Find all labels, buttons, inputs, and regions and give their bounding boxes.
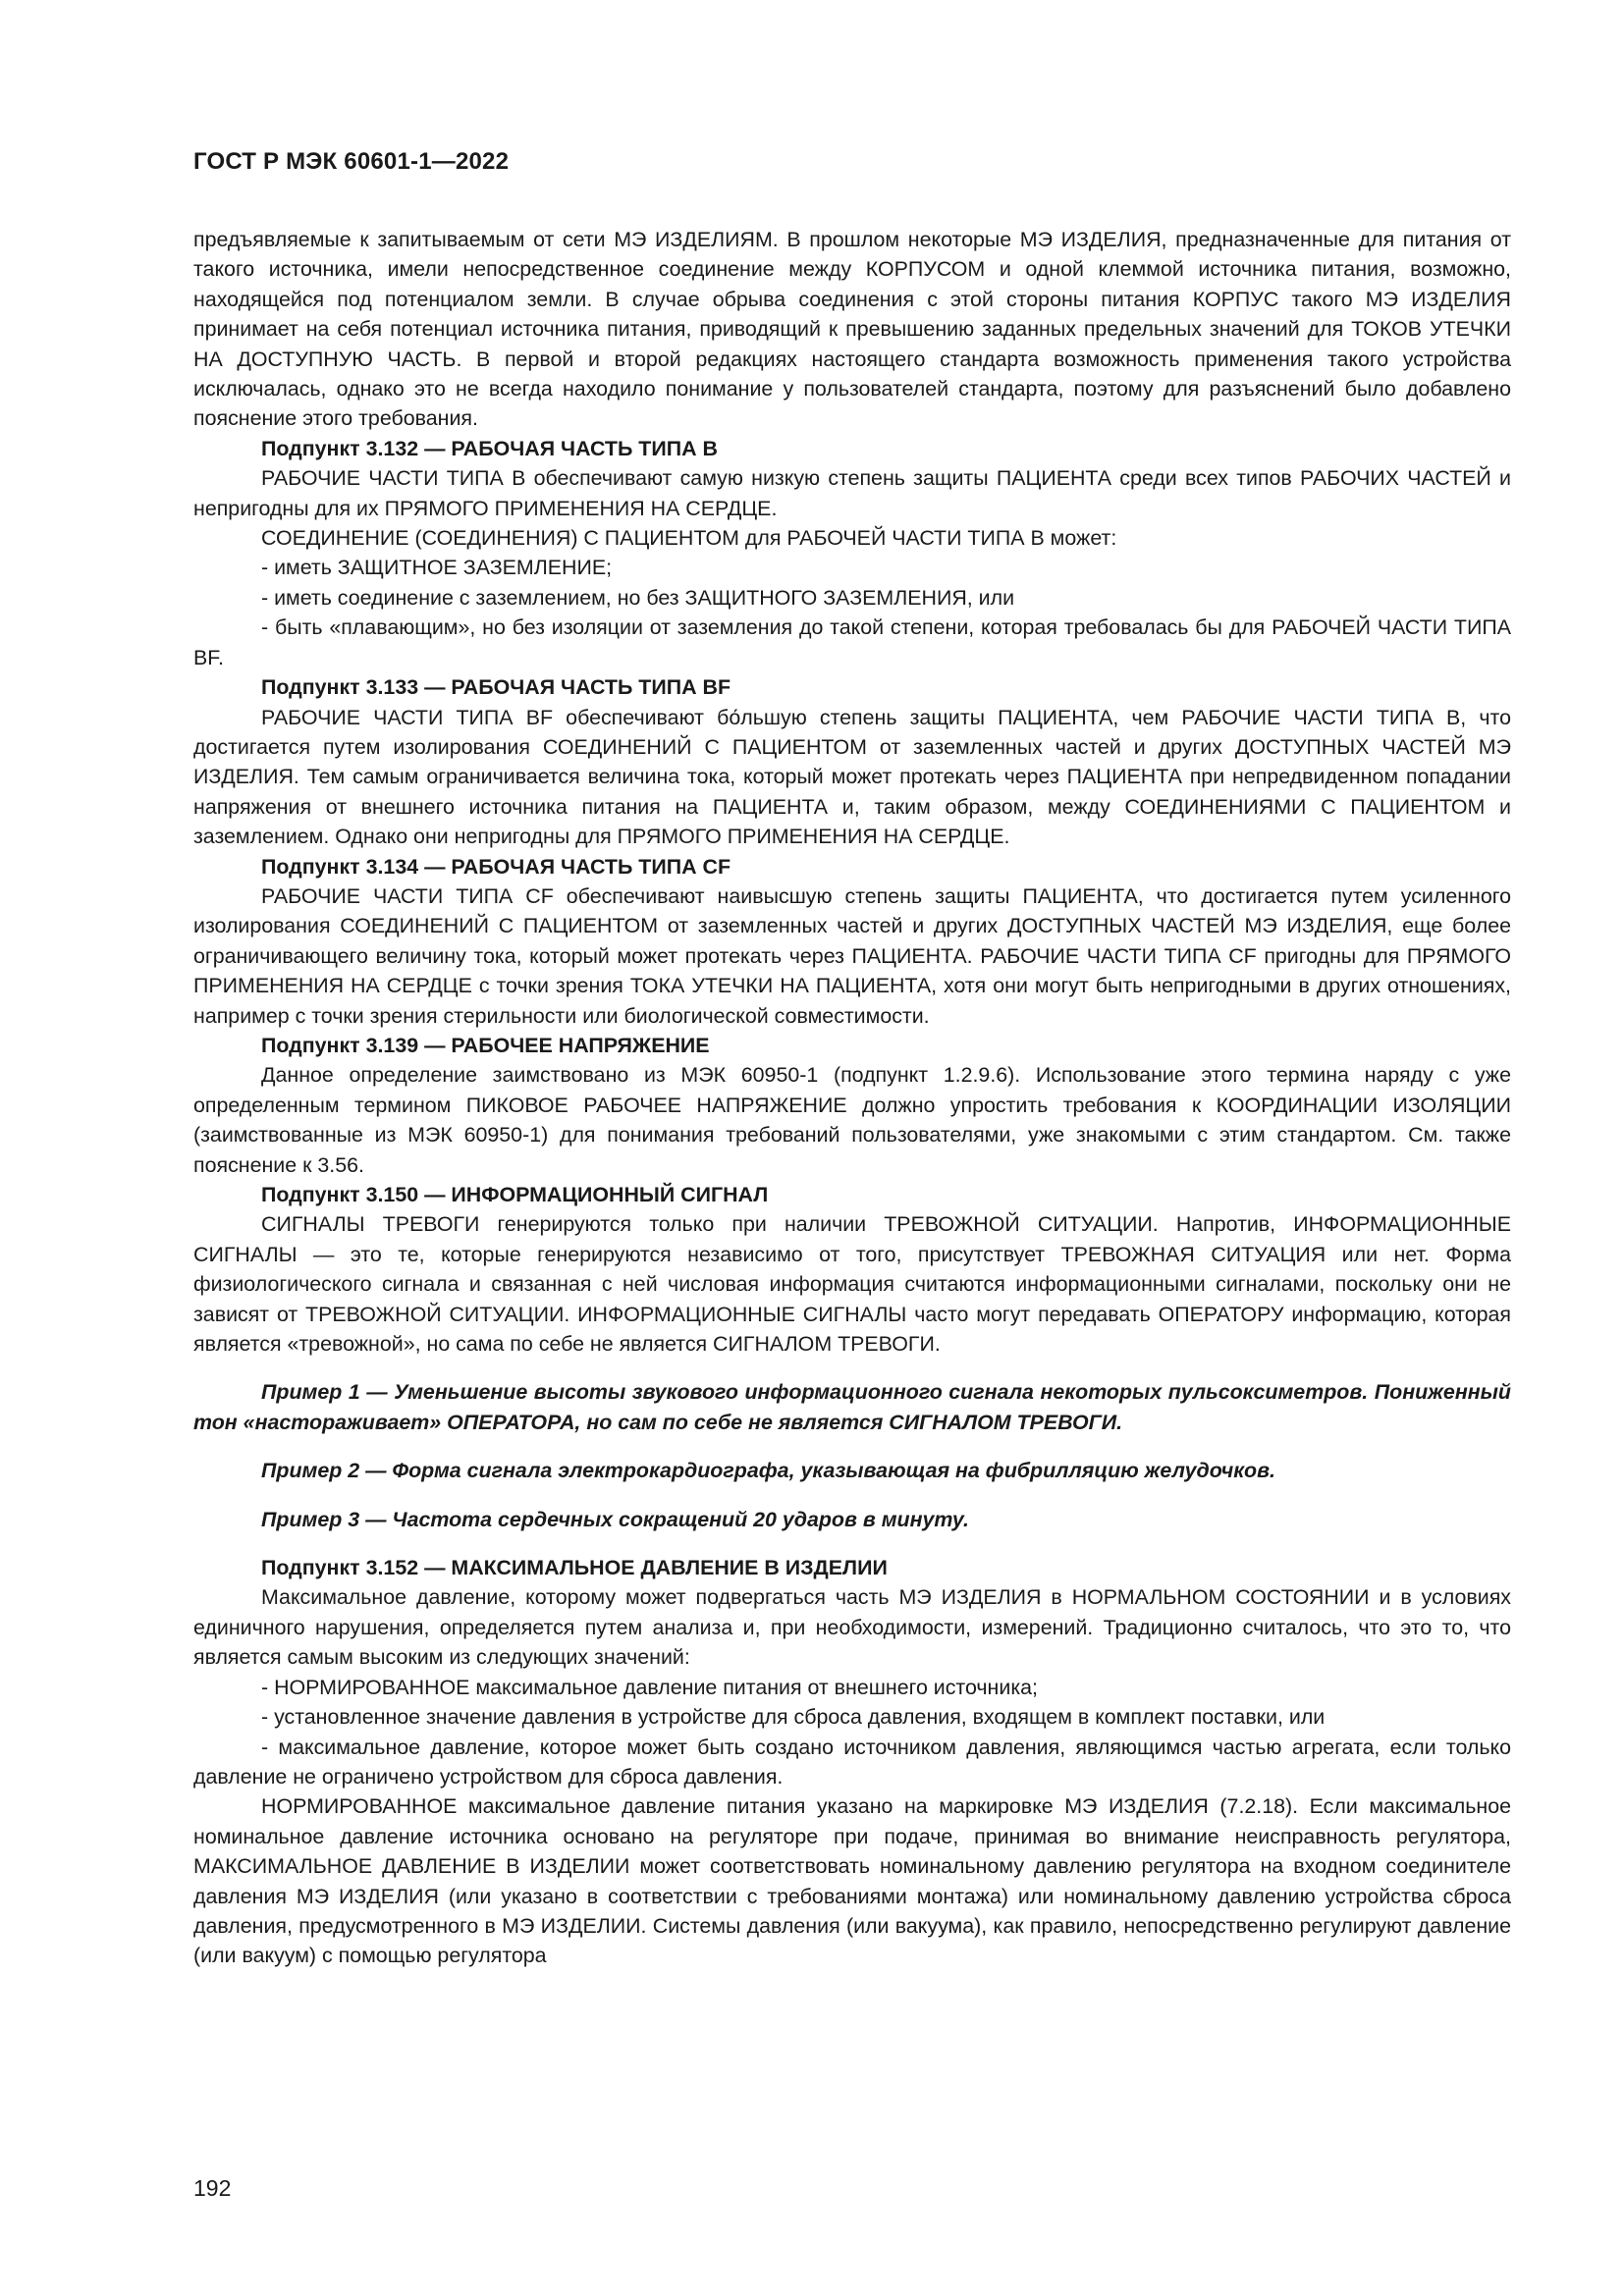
example-1: Пример 1 — Уменьшение высоты звукового информационного сигнала некоторых пульсоксиметров. Пониженный тон «настораживает» ОПЕРАТОРА, но сам по себе не является СИГНАЛОМ ТРЕВОГИ. bbox=[193, 1380, 1511, 1434]
list-item: - быть «плавающим», но без изоляции от заземления до такой степени, которая требовалась бы для РАБОЧЕЙ ЧАСТИ ТИПА BF. bbox=[193, 615, 1511, 669]
list-item: - НОРМИРОВАННОЕ максимальное давление питания от внешнего источника; bbox=[261, 1675, 1038, 1699]
paragraph: СИГНАЛЫ ТРЕВОГИ генерируются только при наличии ТРЕВОЖНОЙ СИТУАЦИИ. Напротив, ИНФОРМАЦИОННЫЕ СИГНАЛЫ — это те, которые генерируются независимо от того, присутствует ТРЕВОЖНАЯ СИТУАЦИЯ или нет. Форма физиологического сигнала и связанная с ней числовая информация считаются информационными сигналами, поскольку они не зависят от ТРЕВОЖНОЙ СИТУАЦИИ. ИНФОРМАЦИОННЫЕ СИГНАЛЫ часто могут передавать ОПЕРАТОРУ информацию, которая является «тревожной», но сама по себе не является СИГНАЛОМ ТРЕВОГИ. bbox=[193, 1212, 1511, 1357]
document-body bbox=[193, 225, 1511, 1971]
paragraph-continuation: предъявляемые к запитываемым от сети МЭ ИЗДЕЛИЯМ. В прошлом некоторые МЭ ИЗДЕЛИЯ, предназначенные для питания от такого источника, имели непосредственное соединение между КОРПУСОМ и одной клеммой источника питания, возможно, находящейся под потенциалом земли. В случае обрыва соединения с этой стороны питания КОРПУС такого МЭ ИЗДЕЛИЯ принимает на себя потенциал источника питания, приводящий к превышению заданных предельных значений для ТОКОВ УТЕЧКИ НА ДОСТУПНУЮ ЧАСТЬ. В первой и второй редакциях настоящего стандарта возможность применения такого устройства исключалась, однако это не всегда находило понимание у пользователей стандарта, поэтому для разъяснений было добавлено пояснение этого требования. bbox=[193, 228, 1511, 431]
paragraph: Максимальное давление, которому может подвергаться часть МЭ ИЗДЕЛИЯ в НОРМАЛЬНОМ СОСТОЯНИИ и в условиях единичного нарушения, определяется путем анализа и, при необходимости, измерений. Традиционно считалось, что это то, что является самым высоким из следующих значений: bbox=[193, 1585, 1511, 1670]
list-item: - максимальное давление, которое может быть создано источником давления, являющимся частью агрегата, если только давление не ограничено устройством для сброса давления. bbox=[193, 1735, 1511, 1789]
list-item: - иметь ЗАЩИТНОЕ ЗАЗЕМЛЕНИЕ; bbox=[261, 556, 613, 580]
subclause-heading-3-152: Подпункт 3.152 — МАКСИМАЛЬНОЕ ДАВЛЕНИЕ В ИЗДЕЛИИ bbox=[261, 1556, 888, 1580]
paragraph: РАБОЧИЕ ЧАСТИ ТИПА CF обеспечивают наивысшую степень защиты ПАЦИЕНТА, что достигается путем усиленного изолирования СОЕДИНЕНИЙ С ПАЦИЕНТОМ от заземленных частей и других ДОСТУПНЫХ ЧАСТЕЙ МЭ ИЗДЕЛИЯ, еще более ограничивающего величину тока, который может протекать через ПАЦИЕНТА. РАБОЧИЕ ЧАСТИ ТИПА CF пригодны для ПРЯМОГО ПРИМЕНЕНИЯ НА СЕРДЦЕ с точки зрения ТОКА УТЕЧКИ НА ПАЦИЕНТА, хотя они могут быть непригодными в других отношениях, например с точки зрения стерильности или биологической совместимости. bbox=[193, 883, 1511, 1028]
paragraph: РАБОЧИЕ ЧАСТИ ТИПА BF обеспечивают бо́льшую степень защиты ПАЦИЕНТА, чем РАБОЧИЕ ЧАСТИ ТИПА B, что достигается путем изолирования СОЕДИНЕНИЙ С ПАЦИЕНТОМ от заземленных частей и других ДОСТУПНЫХ ЧАСТЕЙ МЭ ИЗДЕЛИЯ. Тем самым ограничивается величина тока, который может протекать через ПАЦИЕНТА при непредвиденном попадании напряжения от внешнего источника питания на ПАЦИЕНТА и, таким образом, между СОЕДИНЕНИЯМИ С ПАЦИЕНТОМ и заземлением. Однако они непригодны для ПРЯМОГО ПРИМЕНЕНИЯ НА СЕРДЦЕ. bbox=[193, 705, 1511, 849]
subclause-heading-3-132: Подпункт 3.132 — РАБОЧАЯ ЧАСТЬ ТИПА B bbox=[261, 436, 718, 460]
paragraph: РАБОЧИЕ ЧАСТИ ТИПА B обеспечивают самую низкую степень защиты ПАЦИЕНТА среди всех типов РАБОЧИХ ЧАСТЕЙ и непригодны для их ПРЯМОГО ПРИМЕНЕНИЯ НА СЕРДЦЕ. bbox=[193, 466, 1511, 520]
page-header: ГОСТ Р МЭК 60601-1—2022 bbox=[193, 148, 510, 175]
subclause-heading-3-139: Подпункт 3.139 — РАБОЧЕЕ НАПРЯЖЕНИЕ bbox=[261, 1033, 710, 1057]
subclause-heading-3-133: Подпункт 3.133 — РАБОЧАЯ ЧАСТЬ ТИПА BF bbox=[261, 675, 731, 700]
list-item: - установленное значение давления в устройстве для сброса давления, входящем в комплект поставки, или bbox=[261, 1705, 1326, 1730]
example-3: Пример 3 — Частота сердечных сокращений 20 ударов в минуту. bbox=[261, 1507, 969, 1531]
page-number: 192 bbox=[193, 2175, 232, 2201]
subclause-heading-3-150: Подпункт 3.150 — ИНФОРМАЦИОННЫЙ СИГНАЛ bbox=[261, 1183, 769, 1206]
subclause-heading-3-134: Подпункт 3.134 — РАБОЧАЯ ЧАСТЬ ТИПА CF bbox=[261, 854, 731, 879]
example-2: Пример 2 — Форма сигнала электрокардиографа, указывающая на фибрилляцию желудочков. bbox=[261, 1459, 1275, 1483]
paragraph: СОЕДИНЕНИЕ (СОЕДИНЕНИЯ) С ПАЦИЕНТОМ для РАБОЧЕЙ ЧАСТИ ТИПА B может: bbox=[261, 526, 1117, 551]
list-item: - иметь соединение с заземлением, но без ЗАЩИТНОГО ЗАЗЕМЛЕНИЯ, или bbox=[261, 585, 1015, 610]
paragraph: НОРМИРОВАННОЕ максимальное давление питания указано на маркировке МЭ ИЗДЕЛИЯ (7.2.18). Если максимальное номинальное давление источника основано на регуляторе при подаче, принимая во внимание неисправность регулятора, МАКСИМАЛЬНОЕ ДАВЛЕНИЕ В ИЗДЕЛИИ может соответствовать номинальному давлению регулятора на входном соединителе давления МЭ ИЗДЕЛИЯ (или указано в соответствии с требованиями монтажа) или номинальному давлению устройства сброса давления, предусмотренного в МЭ ИЗДЕЛИИ. Системы давления (или вакуума), как правило, непосредственно регулируют давление (или вакуум) с помощью регулятора bbox=[193, 1794, 1511, 1968]
paragraph: Данное определение заимствовано из МЭК 60950-1 (подпункт 1.2.9.6). Использование этого термина наряду с уже определенным термином ПИКОВОЕ РАБОЧЕЕ НАПРЯЖЕНИЕ должно упростить требования к КООРДИНАЦИИ ИЗОЛЯЦИИ (заимствованные из МЭК 60950-1) для понимания требований пользователями, уже знакомыми с этим стандартом. См. также пояснение к 3.56. bbox=[193, 1063, 1511, 1177]
